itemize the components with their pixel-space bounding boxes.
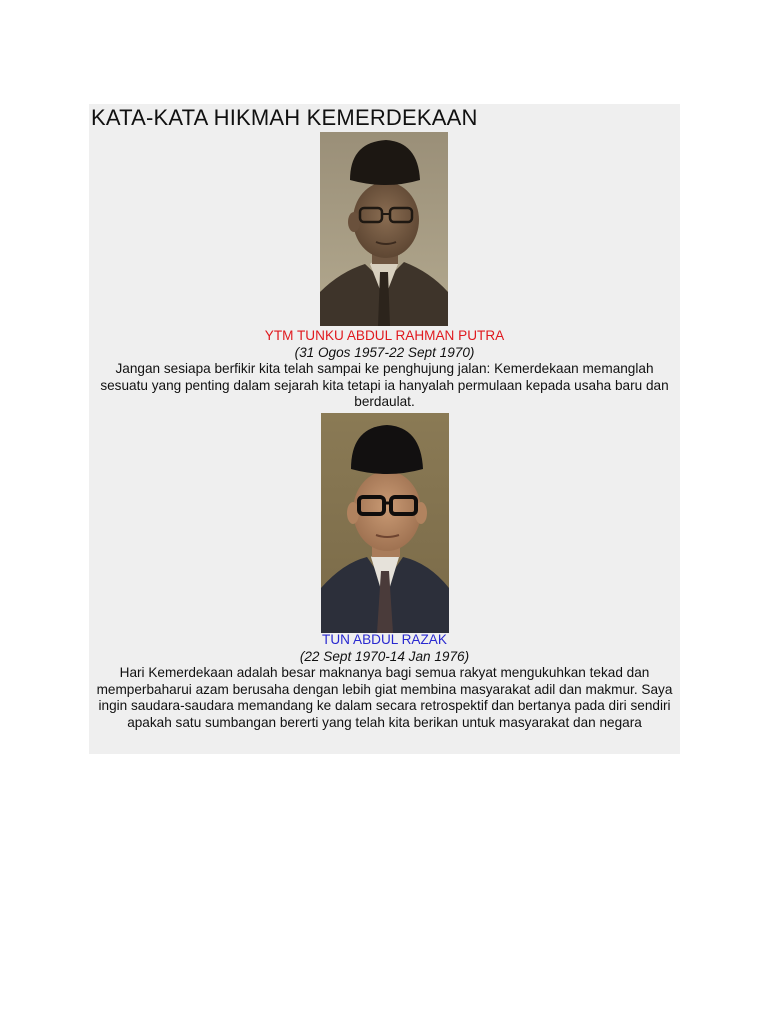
leader-block-2: [89, 632, 680, 731]
leader-quote: Jangan sesiapa berfikir kita telah sampai ke penghujung jalan: Kemerdekaan memanglah sesuatu yang penting dalam sejarah kita tetapi ia hanyalah permulaan kepada usaha baru dan berdaulat.: [100, 361, 669, 409]
leader-block-1: [89, 328, 680, 411]
portrait-tunku-abdul-rahman: [320, 132, 448, 326]
portrait-tun-abdul-razak: [321, 413, 449, 633]
leader-name: TUN ABDUL RAZAK: [322, 632, 447, 647]
page-title: KATA-KATA HIKMAH KEMERDEKAAN: [91, 105, 478, 130]
leader-quote: Hari Kemerdekaan adalah besar maknanya bagi semua rakyat mengukuhkan tekad dan memperbaharui azam berusaha dengan lebih giat membina masyarakat adil dan makmur. Saya ingin saudara-saudara memandang ke dalam secara retrospektif dan bertanya pada diri sendiri apakah satu sumbangan bererti yang telah kita berikan untuk masyarakat dan negara: [96, 665, 673, 730]
document-panel: [89, 104, 680, 754]
leader-dates: (22 Sept 1970-14 Jan 1976): [299, 648, 470, 664]
leader-dates: (31 Ogos 1957-22 Sept 1970): [294, 344, 475, 360]
leader-name: YTM TUNKU ABDUL RAHMAN PUTRA: [264, 328, 505, 343]
